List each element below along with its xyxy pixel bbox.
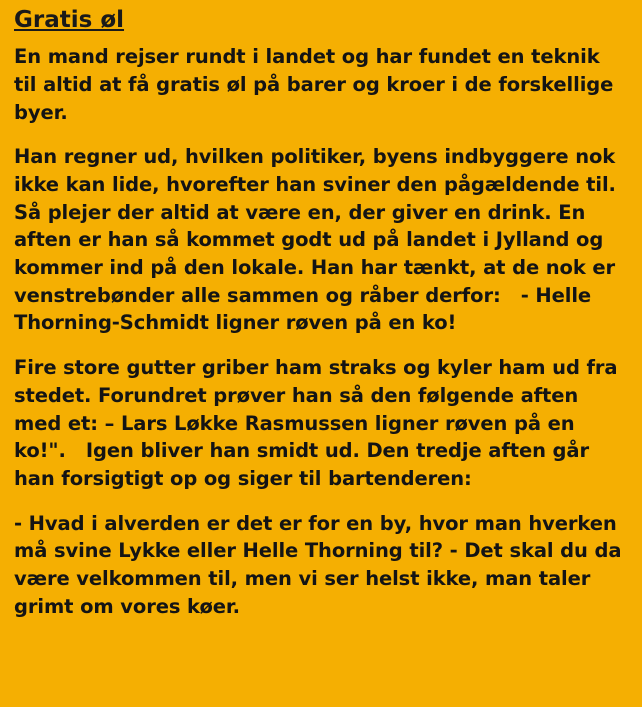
- paragraph-4: - Hvad i alverden er det er for en by, hvor man hverken må svine Lykke eller Helle Thorning til? - Det skal du da være velkommen til, men vi ser helst ikke, man taler grimt om vores køer.: [14, 511, 629, 618]
- paragraph-1: En mand rejser rundt i landet og har fundet en teknik til altid at få gratis øl på barer og kroer i de forskellige byer.: [14, 45, 620, 124]
- paragraph-2: Han regner ud, hvilken politiker, byens indbyggere nok ikke kan lide, hvorefter han sviner den pågældende til. Så plejer der altid at være en, der giver en drink. En aften er han så kommet godt ud på landet i Jylland og kommer ind på den lokale. Han har tænkt, at de nok er venstrebønder alle sammen og råber derfor: - Helle Thorning-Schmidt ligner røven på en ko!: [14, 145, 623, 335]
- page-title: Gratis øl: [14, 7, 125, 33]
- paragraph-3: Fire store gutter griber ham straks og kyler ham ud fra stedet. Forundret prøver han så den følgende aften med et: – Lars Løkke Rasmussen ligner røven på en ko!". Igen bliver han smidt ud. Den tredje aften går han forsigtigt op og siger til bartenderen:: [14, 356, 625, 490]
